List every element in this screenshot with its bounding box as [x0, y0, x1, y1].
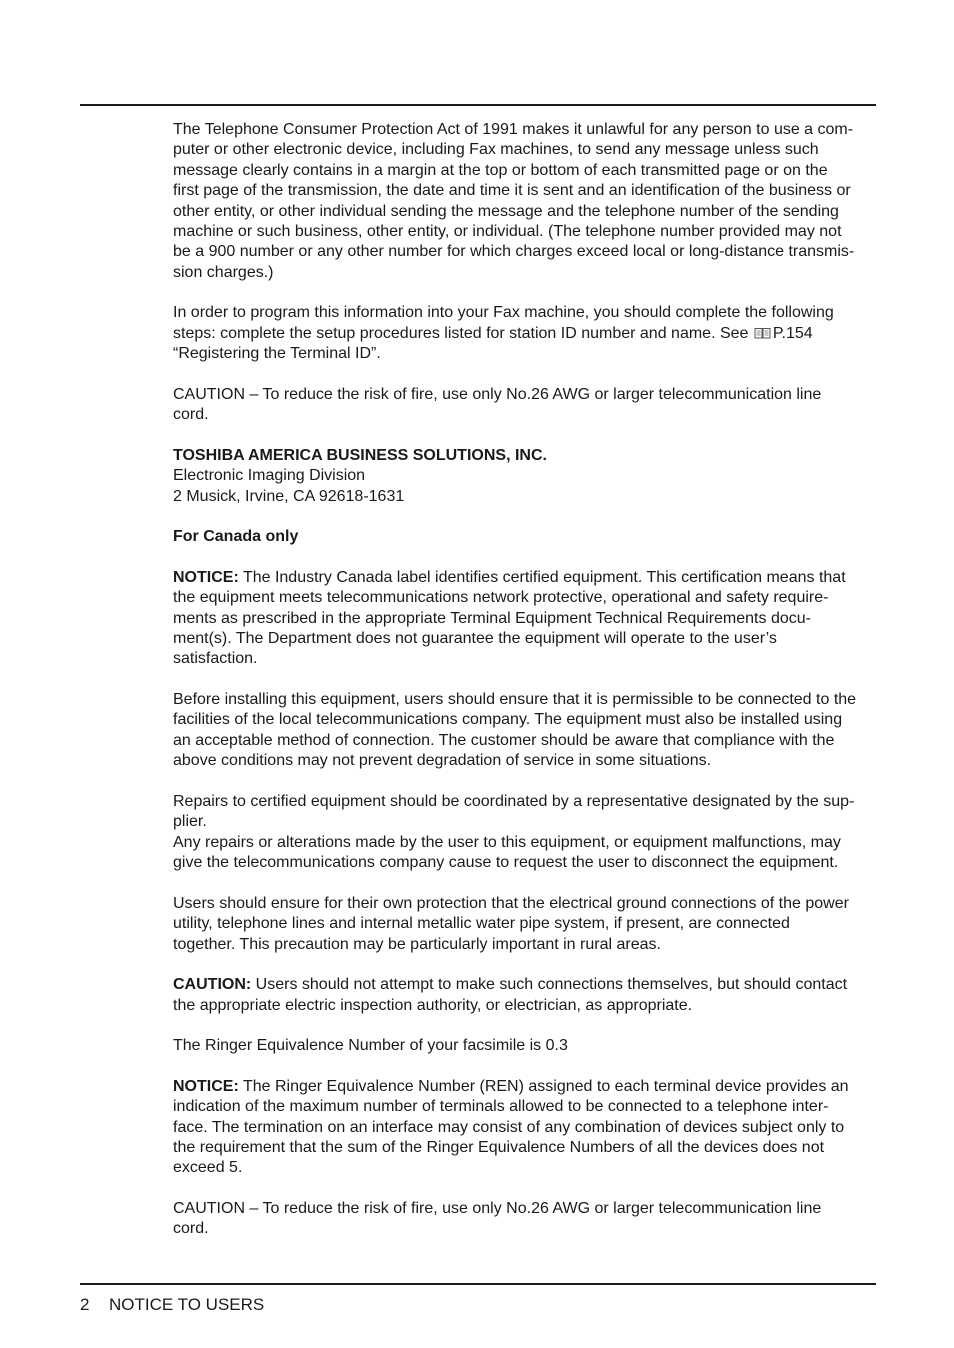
text-line: [173, 1077, 878, 1097]
text-line: above conditions may not prevent degradation of service in some situations.: [173, 752, 712, 770]
text-line: utility, telephone lines and internal metallic water pipe system, if present, are connected: [173, 915, 790, 933]
text-line: be a 900 number or any other number for which charges exceed local or long-distance transmis-: [173, 243, 855, 261]
repairs-paragraph: [173, 792, 878, 833]
text-line: CAUTION – To reduce the risk of fire, use only No.26 AWG or larger telecommunication line: [173, 1199, 822, 1217]
book-icon: [754, 325, 771, 337]
tcpa-paragraph: [173, 120, 878, 283]
text-line: ment(s). The Department does not guarantee the equipment will operate to the user’s: [173, 630, 777, 648]
text-line: puter or other electronic device, including Fax machines, to send any message unless such: [173, 141, 819, 159]
text-line: machine or such business, other entity, or individual. (The telephone number provided may not: [173, 223, 842, 241]
text-line: cord.: [173, 406, 209, 424]
text-line: “Registering the Terminal ID”.: [173, 345, 381, 363]
text-line: In order to program this information into your Fax machine, you should complete the following: [173, 304, 834, 322]
ren-value-paragraph: [173, 1036, 878, 1056]
text-line: give the telecommunications company cause to request the user to disconnect the equipment.: [173, 854, 839, 872]
text-line: cord.: [173, 1220, 209, 1238]
text-segment: The Ringer Equivalence Number (REN) assigned to each terminal device provides an: [238, 1077, 849, 1095]
notice-label: NOTICE:: [173, 1077, 239, 1095]
company-division: Electronic Imaging Division: [173, 467, 366, 485]
text-line: an acceptable method of connection. The customer should be aware that compliance with the: [173, 731, 835, 749]
section-title: NOTICE TO USERS: [109, 1295, 265, 1314]
header-rule: [80, 104, 876, 106]
text-line: [173, 324, 878, 344]
notice-label: NOTICE:: [173, 568, 239, 586]
text-line: CAUTION – To reduce the risk of fire, use only No.26 AWG or larger telecommunication line: [173, 385, 822, 403]
text-line: The Ringer Equivalence Number of your facsimile is 0.3: [173, 1037, 568, 1055]
section-heading: For Canada only: [173, 528, 299, 546]
text-line: [173, 975, 878, 995]
document-body: [173, 120, 878, 1240]
text-line: Before installing this equipment, users should ensure that it is permissible to be connected to the: [173, 691, 857, 709]
company-address: 2 Musick, Irvine, CA 92618-1631: [173, 487, 405, 505]
text-line: message clearly contains in a margin at the top or bottom of each transmitted page or on the: [173, 161, 828, 179]
text-line: first page of the transmission, the date and time it is sent and an identification of the business or: [173, 182, 851, 200]
text-line: other entity, or other individual sending the message and the telephone number of the sending: [173, 202, 839, 220]
text-line: ments as prescribed in the appropriate Terminal Equipment Technical Requirements docu-: [173, 609, 811, 627]
caution-connections-paragraph: [173, 975, 878, 1016]
page-reference-link[interactable]: P.154: [772, 324, 813, 342]
notice-ren-paragraph: [173, 1077, 878, 1179]
text-line: The Telephone Consumer Protection Act of 1991 makes it unlawful for any person to use a com-: [173, 121, 854, 138]
company-address-block: [173, 446, 878, 507]
caution-label: CAUTION:: [173, 976, 252, 994]
canada-heading: [173, 527, 878, 547]
company-name: TOSHIBA AMERICA BUSINESS SOLUTIONS, INC.: [173, 446, 547, 464]
text-line: facilities of the local telecommunications company. The equipment must also be installed using: [173, 711, 843, 729]
text-line: the appropriate electric inspection authority, or electrician, as appropriate.: [173, 996, 693, 1014]
text-line: Users should ensure for their own protection that the electrical ground connections of the power: [173, 894, 849, 912]
page-footer: [80, 1294, 264, 1316]
text-segment: steps: complete the setup procedures listed for station ID number and name. See: [173, 324, 749, 342]
text-line: the equipment meets telecommunications network protective, operational and safety require-: [173, 589, 829, 607]
grounding-paragraph: [173, 894, 878, 955]
caution-cord-paragraph: [173, 385, 878, 426]
text-segment: The Industry Canada label identifies certified equipment. This certification means that: [238, 568, 846, 586]
text-segment: Users should not attempt to make such connections themselves, but should contact: [251, 976, 848, 994]
text-line: sion charges.): [173, 263, 274, 281]
notice-industry-canada-paragraph: [173, 568, 878, 670]
program-instructions-paragraph: [173, 303, 878, 364]
text-line: face. The termination on an interface may consist of any combination of devices subject only to: [173, 1118, 845, 1136]
text-line: Repairs to certified equipment should be coordinated by a representative designated by the sup-: [173, 792, 855, 810]
caution-cord-paragraph-2: [173, 1199, 878, 1240]
text-line: satisfaction.: [173, 650, 258, 668]
footer-rule: [80, 1283, 876, 1285]
text-line: Any repairs or alterations made by the user to this equipment, or equipment malfunctions, may: [173, 833, 841, 851]
text-line: indication of the maximum number of terminals allowed to be connected to a telephone inter-: [173, 1098, 829, 1116]
text-line: exceed 5.: [173, 1159, 243, 1177]
alterations-paragraph: [173, 833, 878, 874]
text-line: plier.: [173, 813, 207, 831]
installing-paragraph: [173, 690, 878, 772]
page-number: 2: [80, 1295, 90, 1314]
text-line: [173, 568, 878, 588]
text-line: the requirement that the sum of the Ringer Equivalence Numbers of all the devices does not: [173, 1138, 825, 1156]
text-line: together. This precaution may be particularly important in rural areas.: [173, 935, 661, 953]
